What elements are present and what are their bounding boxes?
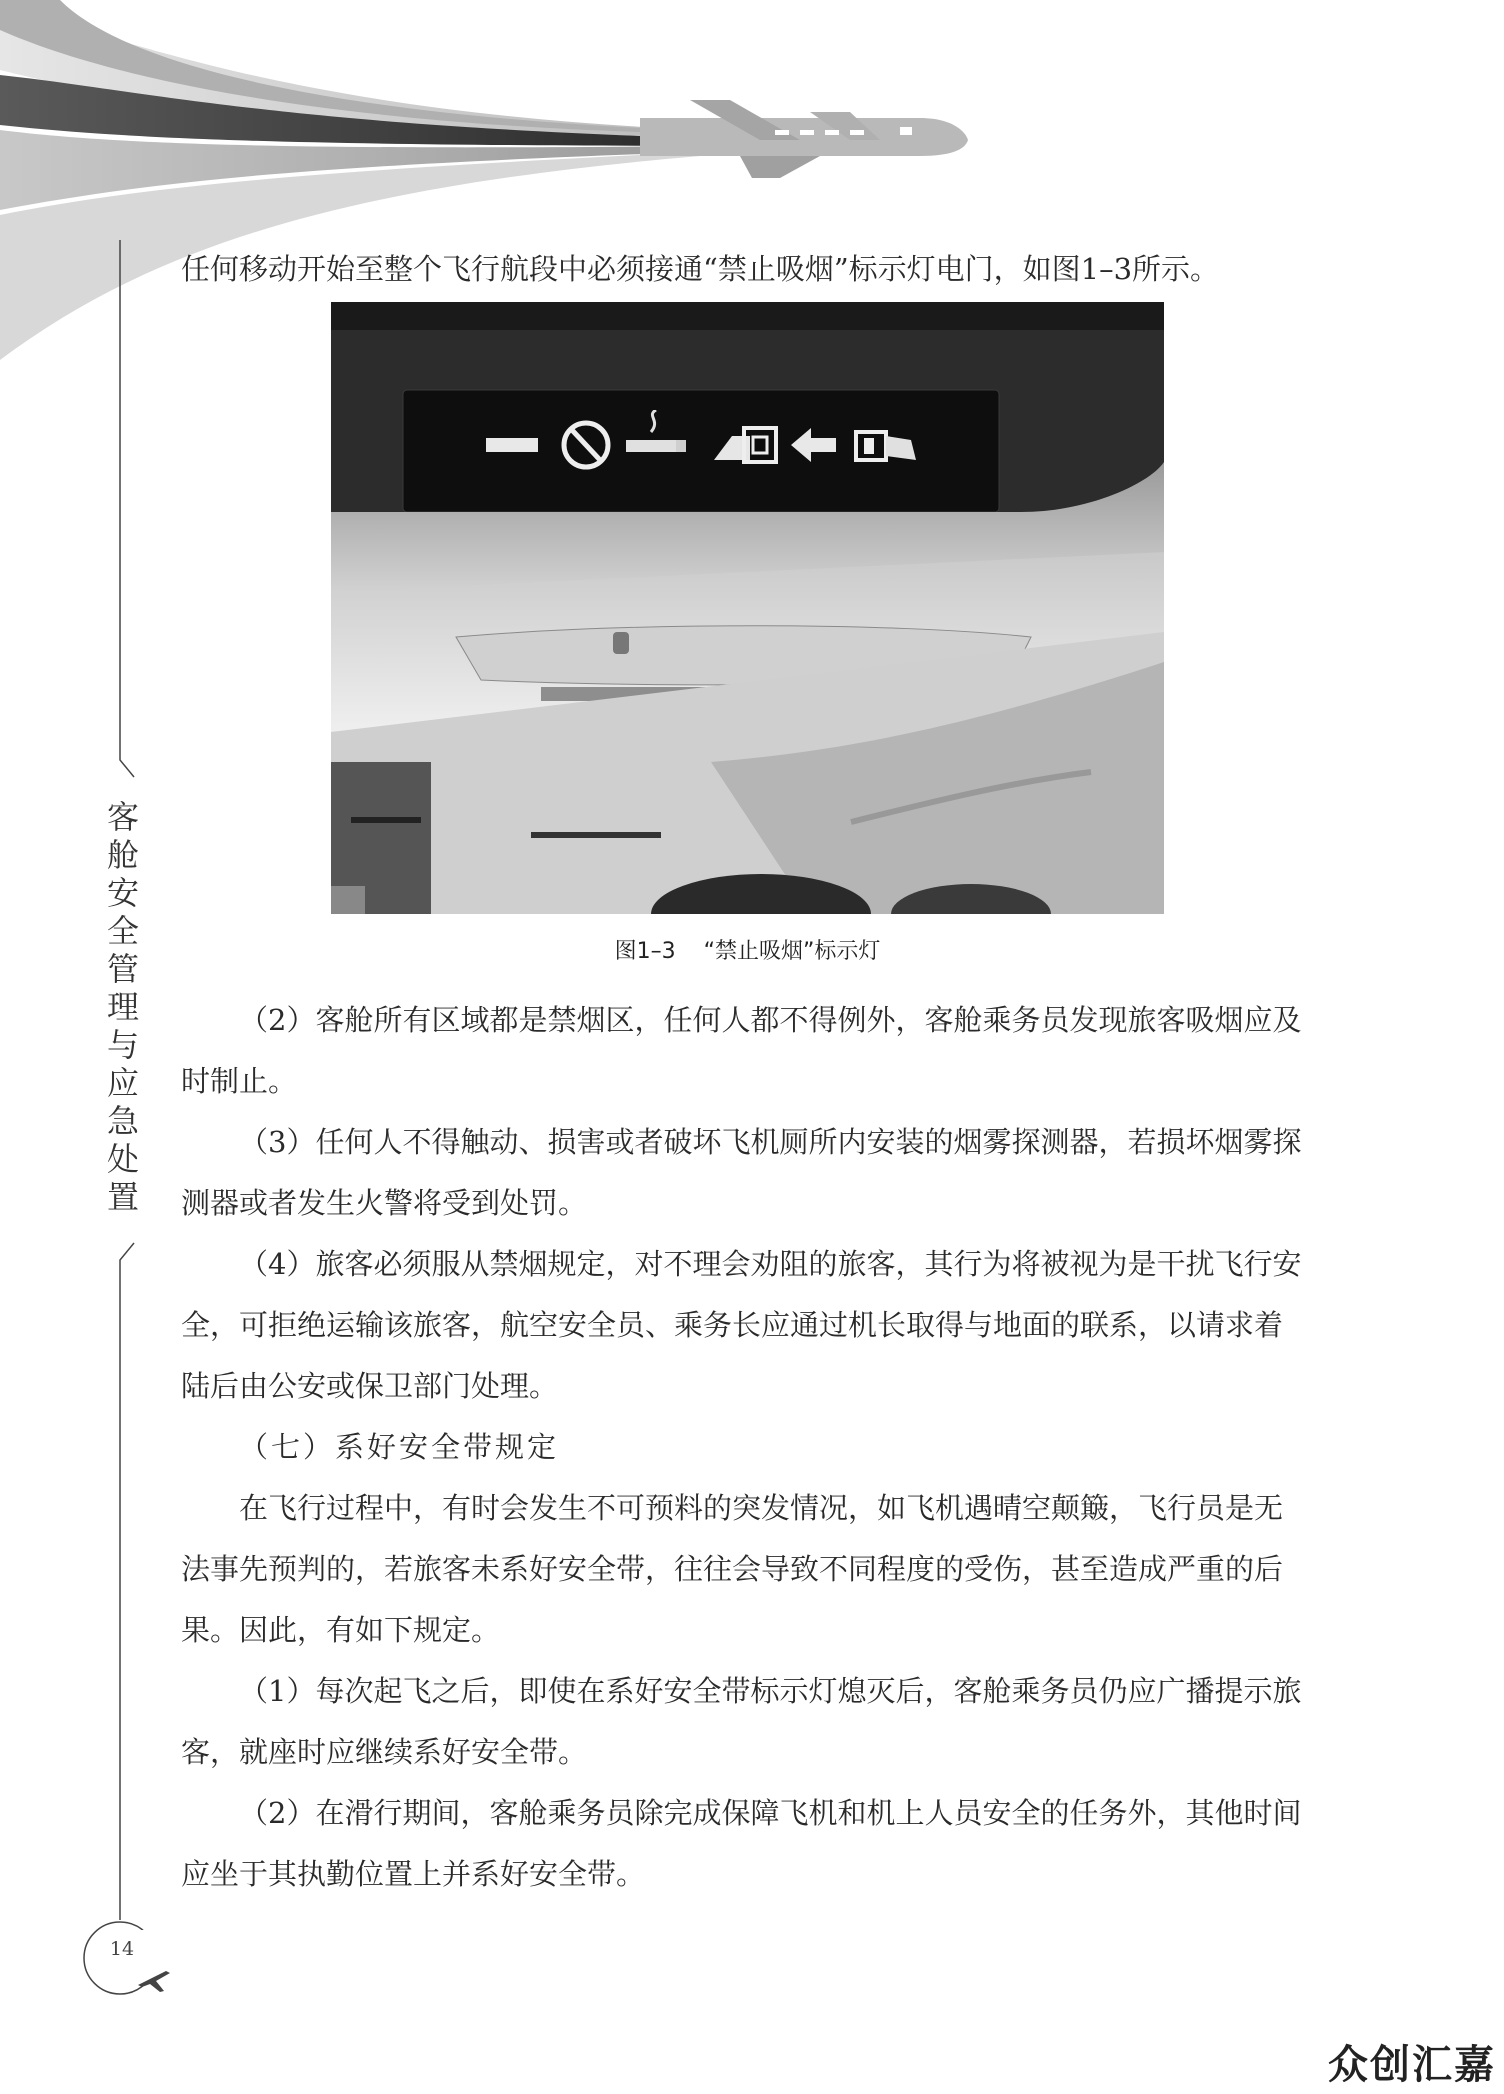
figure-caption xyxy=(331,934,1164,965)
arrow-left-icon xyxy=(791,428,836,462)
sign-icons xyxy=(486,410,956,480)
paragraph: （2）在滑行期间，客舱乘务员除完成保障飞机和机上人员安全的任务外，其他时间应坐于其执勤位置上并系好安全带。 xyxy=(181,1796,1302,1891)
page-number: 14 xyxy=(109,1938,135,1960)
body-text-block xyxy=(181,990,1306,1905)
small-airplane-icon xyxy=(136,1965,172,1995)
section-heading: （七）系好安全带规定 xyxy=(239,1430,560,1464)
paragraph: （3）任何人不得触动、损害或者破坏飞机厕所内安装的烟雾探测器，若损坏烟雾探测器或者发生火警将受到处罚。 xyxy=(181,1125,1302,1220)
paragraph: （1）每次起飞之后，即使在系好安全带标示灯熄灭后，客舱乘务员仍应广播提示旅客，就座时应继续系好安全带。 xyxy=(181,1674,1302,1769)
paragraph: （4）旅客必须服从禁烟规定，对不理会劝阻的旅客，其行为将被视为是干扰飞行安全，可拒绝运输该旅客，航空安全员、乘务长应通过机长取得与地面的联系，以请求着陆后由公安或保卫部门处理。 xyxy=(181,1247,1302,1403)
figure-photo xyxy=(331,302,1164,914)
airplane-icon xyxy=(640,100,968,178)
figure-number: 图1–3 xyxy=(614,939,676,964)
intro-paragraph: 任何移动开始至整个飞行航段中必须接通“禁止吸烟”标示灯电门，如图1–3所示。 xyxy=(181,252,1220,286)
intro-text-block xyxy=(181,239,1306,300)
paragraph: （2）客舱所有区域都是禁烟区，任何人都不得例外，客舱乘务员发现旅客吸烟应及时制止。 xyxy=(181,1003,1302,1098)
publisher-watermark: 众创汇嘉 xyxy=(1328,2042,1496,2088)
seat-icon xyxy=(714,428,776,462)
cigarette-icon xyxy=(626,410,686,452)
paragraph: 在飞行过程中，有时会发生不可预料的突发情况，如飞机遇晴空颠簸，飞行员是无法事先预判的，若旅客未系好安全带，往往会导致不同程度的受伤，甚至造成严重的后果。因此，有如下规定。 xyxy=(181,1491,1284,1647)
figure-title: “禁止吸烟”标示灯 xyxy=(703,939,881,964)
side-chapter-title: 客舱安全管理与应急处置 xyxy=(102,800,140,1218)
seatbelt-icon xyxy=(856,432,916,460)
no-smoking-icon xyxy=(564,423,608,467)
